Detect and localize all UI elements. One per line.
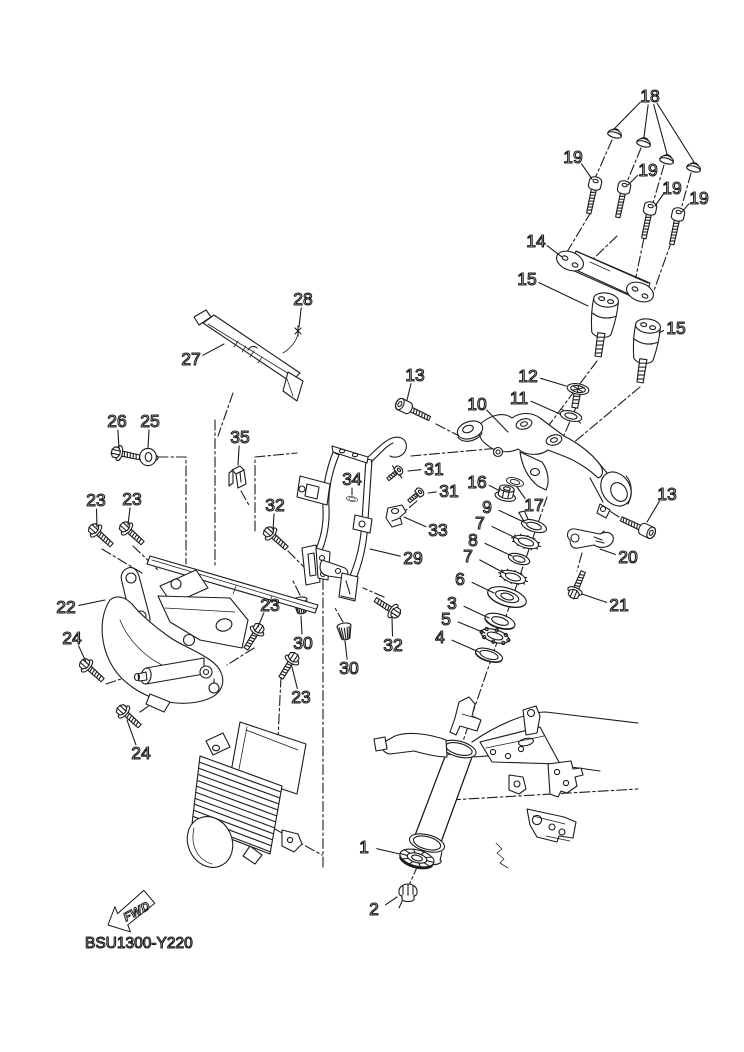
leader-line-5 (458, 622, 485, 633)
stay-screw-31-upper (385, 464, 404, 482)
leader-line-28 (299, 308, 301, 327)
leader-line-30 (301, 616, 302, 634)
bracket-bolt-23-b (116, 518, 147, 548)
callout-27: 27 (181, 349, 201, 369)
bracket-bolt-23-d (274, 650, 302, 682)
callout-31: 31 (424, 459, 444, 479)
drawing-code: BSU1300-Y220 (85, 935, 193, 952)
handlebar-holder-lower-15-right (628, 317, 662, 384)
callout-7: 7 (463, 546, 473, 566)
frame-reference (374, 697, 638, 868)
bracket-bolt-24-b (113, 701, 144, 731)
leader-line-31 (408, 470, 421, 471)
callout-33: 33 (428, 520, 448, 540)
leader-line-29 (370, 549, 400, 556)
rubber-damper-30-right (337, 622, 353, 641)
callout-35: 35 (230, 427, 250, 447)
bearing-cover-6 (485, 583, 528, 612)
callout-28: 28 (293, 289, 313, 309)
leader-line-19 (682, 204, 689, 212)
cable-stay-20 (568, 529, 614, 548)
leader-line-23 (97, 509, 98, 527)
callout-6: 6 (455, 569, 465, 589)
leader-line-33 (404, 517, 426, 527)
callout-30: 30 (293, 633, 313, 653)
leader-line-12 (541, 378, 566, 386)
callout-7: 7 (475, 513, 485, 533)
callout-21: 21 (609, 595, 629, 615)
leader-line-23 (128, 508, 130, 525)
callout-15: 15 (666, 318, 686, 338)
leader-line-2 (386, 897, 398, 905)
bracket-plate-33 (386, 505, 406, 527)
ring-nut-7-lower (497, 566, 530, 588)
leader-line-18 (615, 102, 640, 128)
handlebar-holder-lower-15-left (586, 291, 620, 358)
leader-line-13 (647, 501, 659, 522)
callout-23: 23 (86, 490, 106, 510)
callout-22: 22 (56, 597, 76, 617)
callout-32: 32 (265, 495, 285, 515)
leader-line-31 (428, 492, 436, 493)
callout-2: 2 (369, 899, 379, 919)
leader-line-35 (238, 446, 239, 465)
bracket-bolt-24-a (76, 655, 107, 685)
leader-line-30 (345, 641, 347, 659)
callout-19: 19 (638, 160, 658, 180)
callout-26: 26 (107, 411, 127, 431)
leader-line-18 (654, 105, 667, 154)
callout-24: 24 (131, 743, 151, 763)
callout-13: 13 (405, 365, 425, 385)
callout-5: 5 (441, 609, 451, 629)
leader-line-23 (292, 667, 297, 688)
leader-line-32 (392, 617, 393, 636)
leader-line-27 (203, 344, 224, 355)
leader-line-18 (644, 105, 648, 137)
callout-34: 34 (342, 469, 362, 489)
callout-23: 23 (291, 687, 311, 707)
bracket-assembly-22 (102, 556, 318, 712)
leader-line-20 (600, 549, 616, 555)
callout-15: 15 (517, 269, 537, 289)
callout-13: 13 (657, 484, 677, 504)
callout-9: 9 (482, 497, 492, 517)
callout-29: 29 (403, 548, 423, 568)
leader-line-21 (582, 594, 607, 602)
cdi-unit-reference (179, 722, 306, 875)
pinch-bolt-13-right (619, 513, 658, 540)
callout-23: 23 (260, 595, 280, 615)
stay-bolt-32-lower (371, 593, 403, 621)
stem-washer-11 (559, 409, 583, 424)
clip-35 (229, 466, 246, 488)
callout-4: 4 (435, 627, 445, 647)
callout-30: 30 (339, 658, 359, 678)
callout-19: 19 (563, 147, 583, 167)
callout-24: 24 (62, 628, 82, 648)
grommet-34 (346, 495, 358, 502)
leader-line-7 (492, 527, 518, 540)
callout-14: 14 (526, 231, 546, 251)
washer-25 (140, 448, 158, 465)
ring-nut-7-upper (510, 531, 543, 553)
stay-bolt-21 (565, 569, 590, 601)
leader-line-14 (547, 246, 562, 257)
bolt-26 (110, 444, 141, 465)
callout-31: 31 (439, 481, 459, 501)
callout-25: 25 (140, 411, 160, 431)
leader-line-25 (148, 430, 149, 448)
callout-8: 8 (468, 530, 478, 550)
callout-1: 1 (359, 837, 369, 857)
stem-bolt-12 (564, 382, 590, 410)
leader-line-16 (489, 485, 500, 491)
stay-bolt-32-upper (260, 523, 291, 553)
fwd-arrow (102, 889, 162, 940)
stay-bracket-27 (194, 310, 303, 401)
fwd-label: FWD (120, 898, 153, 925)
callout-20: 20 (618, 547, 638, 567)
callout-12: 12 (518, 366, 538, 386)
callout-16: 16 (467, 472, 487, 492)
callout-11: 11 (509, 388, 529, 408)
leader-line-7 (480, 560, 506, 574)
callout-19: 19 (662, 178, 682, 198)
leader-line-19 (582, 164, 593, 179)
callout-3: 3 (447, 593, 457, 613)
callout-17: 17 (524, 495, 544, 515)
callout-32: 32 (383, 635, 403, 655)
leader-line-11 (531, 401, 560, 414)
callout-23: 23 (122, 489, 142, 509)
pinch-bolt-13-left (394, 397, 433, 424)
screw-28 (283, 326, 301, 353)
leader-line-4 (452, 640, 479, 652)
leader-line-3 (464, 606, 489, 618)
callout-18: 18 (640, 86, 660, 106)
leader-line-13 (407, 384, 411, 400)
leader-line-22 (79, 600, 105, 605)
leader-line-15 (539, 283, 588, 306)
leader-line-18 (657, 104, 694, 163)
callout-19: 19 (689, 188, 709, 208)
leader-line-8 (485, 543, 512, 556)
dust-seal-4 (474, 645, 504, 665)
leader-line-1 (377, 849, 400, 854)
callout-10: 10 (467, 394, 487, 414)
bracket-bolt-23-a (85, 520, 116, 550)
steering-cap-2 (399, 884, 417, 902)
